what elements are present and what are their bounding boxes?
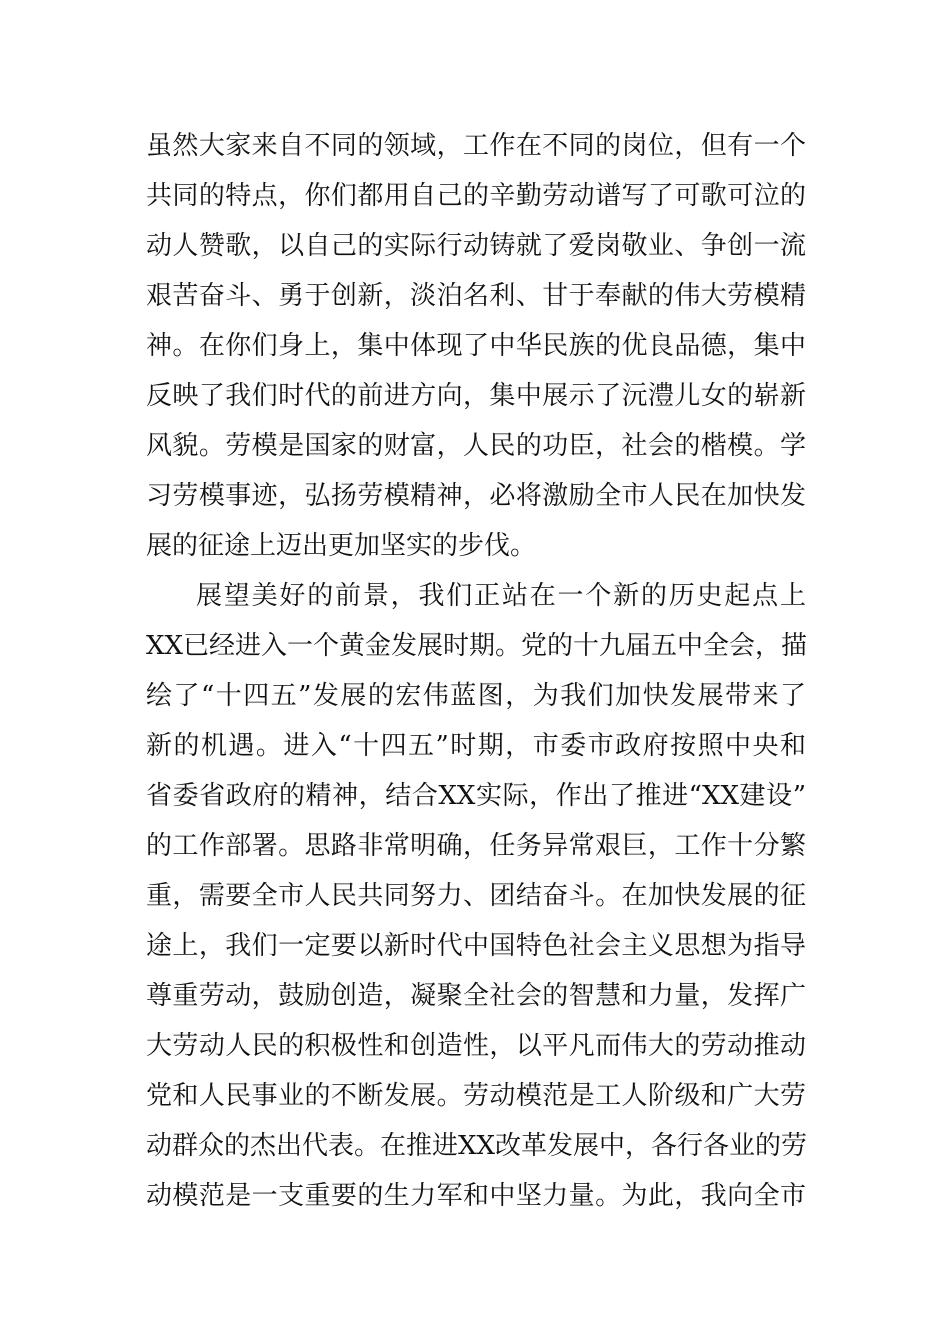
paragraph-2-line-10: 大劳动人民的积极性和创造性，以平凡而伟大的劳动推动 — [146, 1031, 806, 1061]
paragraph-2-line-5: 省委省政府的精神，结合XX实际，作出了推进“XX建设” — [146, 781, 806, 811]
paragraph-1-line-5: 神。在你们身上，集中体现了中华民族的优良品德，集中 — [146, 331, 806, 361]
paragraph-2-line-4: 新的机遇。进入“十四五”时期，市委市政府按照中央和 — [146, 731, 806, 761]
paragraph-2-line-3: 绘了“十四五”发展的宏伟蓝图，为我们加快发展带来了 — [146, 681, 806, 711]
paragraph-2-line-6: 的工作部署。思路非常明确，任务异常艰巨，工作十分繁 — [146, 831, 806, 861]
paragraph-1-line-6: 反映了我们时代的前进方向，集中展示了沅澧儿女的崭新 — [146, 381, 806, 411]
paragraph-2-line-7: 重，需要全市人民共同努力、团结奋斗。在加快发展的征 — [146, 881, 806, 911]
paragraph-1-line-7: 风貌。劳模是国家的财富，人民的功臣，社会的楷模。学 — [146, 431, 806, 461]
paragraph-2-line-13: 动模范是一支重要的生力军和中坚力量。为此，我向全市 — [146, 1181, 806, 1211]
paragraph-1-line-3: 动人赞歌，以自己的实际行动铸就了爱岗敬业、争创一流 — [146, 231, 806, 261]
paragraph-1-line-2: 共同的特点，你们都用自己的辛勤劳动谱写了可歌可泣的 — [146, 181, 806, 211]
paragraph-1-line-1: 虽然大家来自不同的领域，工作在不同的岗位，但有一个 — [146, 131, 806, 161]
paragraph-2-line-8: 途上，我们一定要以新时代中国特色社会主义思想为指导 — [146, 931, 806, 961]
paragraph-1-line-9: 展的征途上迈出更加坚实的步伐。 — [146, 531, 537, 561]
paragraph-2-line-11: 党和人民事业的不断发展。劳动模范是工人阶级和广大劳 — [146, 1081, 806, 1111]
paragraph-2-line-2: XX已经进入一个黄金发展时期。党的十九届五中全会，描 — [146, 631, 808, 661]
paragraph-1-line-8: 习劳模事迹，弘扬劳模精神，必将激励全市人民在加快发 — [146, 481, 806, 511]
paragraph-1-line-4: 艰苦奋斗、勇于创新，淡泊名利、甘于奉献的伟大劳模精 — [146, 281, 806, 311]
paragraph-2-line-9: 尊重劳动，鼓励创造，凝聚全社会的智慧和力量，发挥广 — [146, 981, 806, 1011]
paragraph-2-line-12: 动群众的杰出代表。在推进XX改革发展中，各行各业的劳 — [146, 1131, 808, 1161]
paragraph-2-line-1: 展望美好的前景，我们正站在一个新的历史起点上 — [196, 581, 806, 611]
